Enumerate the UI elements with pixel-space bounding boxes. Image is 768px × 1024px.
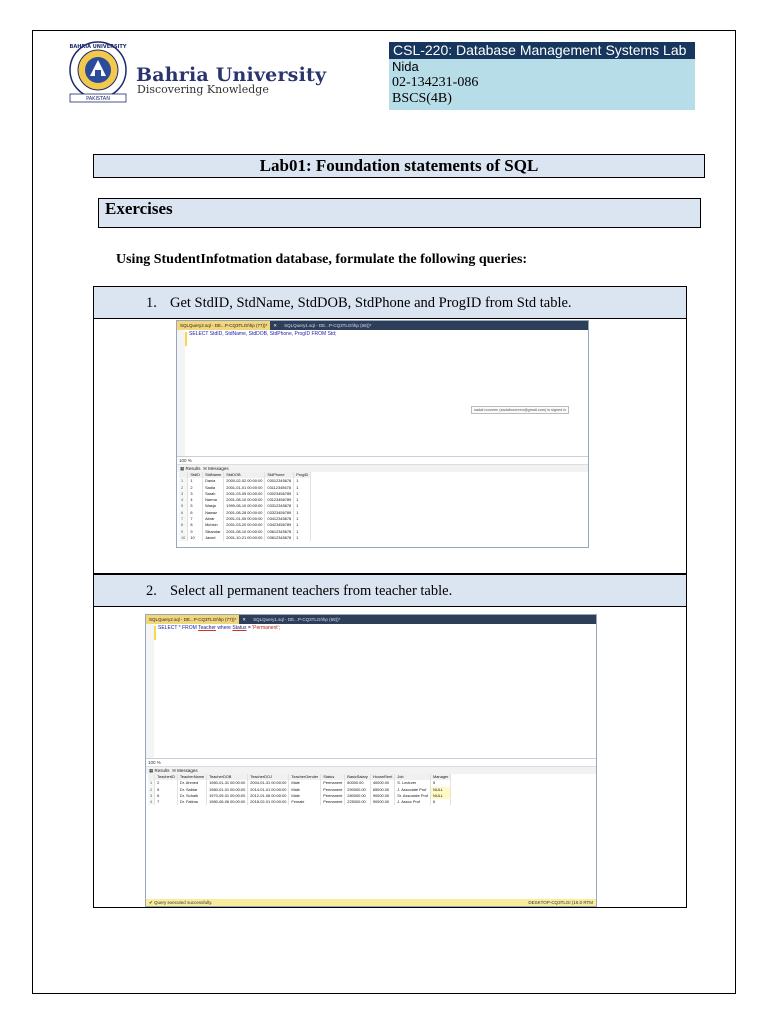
table-row[interactable] bbox=[148, 780, 451, 786]
grid-cell[interactable]: NULL bbox=[431, 787, 451, 793]
grid-column-header[interactable]: HouseRent bbox=[370, 774, 394, 780]
table-row[interactable] bbox=[179, 535, 311, 541]
question-2-heading bbox=[94, 575, 686, 607]
status-message: Query executed successfully. bbox=[154, 900, 213, 905]
svg-text:BAHRIA UNIVERSITY: BAHRIA UNIVERSITY bbox=[69, 44, 127, 50]
grid-cell[interactable]: 03412345678 bbox=[265, 516, 294, 522]
grid-cell[interactable]: Male bbox=[289, 787, 321, 793]
sql-text: SELECT StdID, StdName, StdDOB, StdPhone, ProgID FROM Std; bbox=[189, 331, 337, 337]
grid-cell[interactable]: 1 bbox=[294, 522, 311, 528]
grid-cell[interactable]: Dr. Ahmed bbox=[177, 780, 206, 786]
row-number[interactable]: 4 bbox=[148, 799, 155, 805]
grid-cell[interactable]: Dr. Fatima bbox=[177, 799, 206, 805]
enrollment-number: 02-134231-086 bbox=[392, 75, 479, 90]
grid-cell[interactable]: 1980-01-31 00:00:00 bbox=[207, 780, 248, 786]
grid-column-header[interactable]: Manager bbox=[431, 774, 451, 780]
grid-cell[interactable]: Permanent bbox=[321, 787, 345, 793]
grid-cell[interactable]: 03423456789 bbox=[265, 522, 294, 528]
row-number[interactable]: 1 bbox=[148, 780, 155, 786]
grid-cell[interactable]: Permanent bbox=[321, 780, 345, 786]
sql-where: where bbox=[217, 625, 231, 631]
sql-table: Teacher bbox=[198, 625, 216, 631]
grid-cell[interactable]: 03612345678 bbox=[265, 535, 294, 541]
grid-cell[interactable]: 6 bbox=[431, 799, 451, 805]
grid-cell[interactable]: 8 bbox=[188, 522, 203, 528]
grid-cell[interactable]: 290000.00 bbox=[345, 787, 371, 793]
question-1-heading bbox=[94, 287, 686, 319]
class-section: BSCS(4B) bbox=[392, 91, 452, 106]
results-grid-2[interactable] bbox=[148, 774, 451, 805]
grid-cell[interactable]: 03112345678 bbox=[265, 485, 294, 491]
grid-cell[interactable]: 2 bbox=[188, 485, 203, 491]
grid-cell[interactable]: 5 bbox=[155, 787, 178, 793]
grid-cell[interactable]: 1 bbox=[294, 516, 311, 522]
grid-cell[interactable]: Mohsin bbox=[203, 522, 224, 528]
sql-eq: = bbox=[247, 625, 251, 631]
editor-tabbar bbox=[177, 321, 588, 330]
grid-cell[interactable]: J. Assoc Prof bbox=[395, 799, 431, 805]
grid-column-header[interactable]: TeacherDOB bbox=[207, 774, 248, 780]
close-icon[interactable]: ✕ bbox=[242, 616, 247, 622]
row-number[interactable]: 1 bbox=[179, 478, 188, 484]
row-number[interactable]: 4 bbox=[179, 497, 188, 503]
grid-cell[interactable]: 280000.00 bbox=[345, 793, 371, 799]
row-number[interactable]: 8 bbox=[179, 522, 188, 528]
grid-cell[interactable]: Male bbox=[289, 793, 321, 799]
sql-value: 'Permanent' bbox=[252, 625, 279, 631]
ssms-screenshot-2 bbox=[145, 614, 597, 907]
status-bar bbox=[146, 899, 596, 906]
grid-cell[interactable]: 1 bbox=[294, 503, 311, 509]
grid-cell[interactable]: Female bbox=[289, 799, 321, 805]
row-number[interactable]: 10 bbox=[179, 535, 188, 541]
grid-cell[interactable]: Abrar bbox=[203, 516, 224, 522]
grid-cell[interactable]: 5 bbox=[188, 503, 203, 509]
results-tab[interactable]: Results bbox=[154, 768, 170, 773]
grid-cell[interactable]: 2018-02-01 00:00:00 bbox=[248, 799, 289, 805]
grid-cell[interactable]: 1 bbox=[294, 510, 311, 516]
table-row[interactable] bbox=[148, 799, 451, 805]
row-number[interactable]: 5 bbox=[179, 503, 188, 509]
grid-cell[interactable]: Dr. Sabtar bbox=[177, 787, 206, 793]
grid-cell[interactable]: 90000.00 bbox=[370, 799, 394, 805]
messages-icon: ✉ bbox=[172, 768, 176, 773]
grid-cell[interactable]: 5 bbox=[431, 780, 451, 786]
grid-column-header[interactable]: StdID bbox=[188, 472, 203, 478]
grid-cell[interactable]: 1 bbox=[294, 529, 311, 535]
grid-cell[interactable]: 03012345678 bbox=[265, 478, 294, 484]
grid-cell[interactable]: 1 bbox=[294, 485, 311, 491]
query-tab-active[interactable]: SQLQuery2.sql - DE...P-CQ3TLGI\hp (77))* bbox=[177, 321, 270, 330]
grid-icon: ▦ bbox=[180, 466, 185, 471]
university-name: Bahria University bbox=[136, 64, 327, 86]
sql-end: ; bbox=[278, 625, 280, 631]
sql-keyword: SELECT * FROM bbox=[158, 625, 197, 631]
row-number[interactable]: 2 bbox=[148, 787, 155, 793]
query-editor[interactable] bbox=[146, 624, 596, 759]
grid-cell[interactable]: 1 bbox=[294, 535, 311, 541]
grid-column-header[interactable]: StdName bbox=[203, 472, 224, 478]
results-tab[interactable]: Results bbox=[185, 466, 201, 471]
grid-cell[interactable]: 4 bbox=[188, 497, 203, 503]
question-2-number: 2. bbox=[146, 583, 157, 599]
grid-cell[interactable]: Dr. Sohaib bbox=[177, 793, 206, 799]
grid-cell[interactable]: Narma bbox=[203, 497, 224, 503]
grid-cell[interactable]: 2000-02-02 00:00:00 bbox=[224, 478, 265, 484]
grid-cell[interactable]: NULL bbox=[431, 793, 451, 799]
grid-cell[interactable]: 1970-09-01 00:00:00 bbox=[207, 793, 248, 799]
lab-title: Lab01: Foundation statements of SQL bbox=[93, 154, 705, 178]
grid-column-header[interactable]: StdDOB bbox=[224, 472, 265, 478]
grid-cell[interactable]: Nawaz bbox=[203, 510, 224, 516]
grid-cell[interactable]: Sarah bbox=[203, 491, 224, 497]
course-info-box bbox=[389, 42, 695, 110]
grid-cell[interactable]: 2001-08-10 00:00:00 bbox=[224, 529, 265, 535]
grid-cell[interactable]: 2001-03-20 00:00:00 bbox=[224, 522, 265, 528]
zoom-level[interactable]: 100 % bbox=[177, 457, 588, 465]
question-1-text: Get StdID, StdName, StdDOB, StdPhone and ProgID from Std table. bbox=[170, 295, 572, 311]
grid-cell[interactable]: 80000.00 bbox=[345, 780, 371, 786]
grid-cell[interactable]: 1 bbox=[188, 478, 203, 484]
grid-cell[interactable]: J. Associate Prof bbox=[395, 787, 431, 793]
row-number[interactable]: 7 bbox=[179, 516, 188, 522]
question-1-number: 1. bbox=[146, 295, 157, 311]
grid-cell[interactable]: 03123456789 bbox=[265, 497, 294, 503]
grid-cell[interactable]: Permanent bbox=[321, 793, 345, 799]
server-name: DESKTOP-CQ3TLGI (16.0 RTM bbox=[528, 900, 593, 905]
grid-cell[interactable]: 7 bbox=[155, 799, 178, 805]
grid-cell[interactable]: 40000.00 bbox=[370, 780, 394, 786]
results-tabs bbox=[177, 465, 588, 472]
grid-cell[interactable]: 03323456789 bbox=[265, 510, 294, 516]
grid-column-header[interactable]: BasicSalary bbox=[345, 774, 371, 780]
query-editor[interactable] bbox=[177, 330, 588, 457]
grid-cell[interactable]: 1999-08-10 00:00:00 bbox=[224, 503, 265, 509]
signed-in-hint: sadaf.nooreen (sadafnooreen@gmail.com) is signed in bbox=[471, 406, 569, 414]
grid-cell[interactable]: 6 bbox=[155, 793, 178, 799]
results-tabs bbox=[146, 767, 596, 774]
grid-cell[interactable]: 03612345678 bbox=[265, 529, 294, 535]
grid-icon: ▦ bbox=[149, 768, 154, 773]
row-number[interactable]: 9 bbox=[179, 529, 188, 535]
grid-cell[interactable]: 3 bbox=[188, 491, 203, 497]
close-icon[interactable]: ✕ bbox=[273, 322, 278, 328]
grid-cell[interactable]: 03023456789 bbox=[265, 491, 294, 497]
grid-cell[interactable]: 2014-01-01 00:00:00 bbox=[248, 787, 289, 793]
question-2-text: Select all permanent teachers from teacher table. bbox=[170, 583, 453, 599]
grid-cell[interactable]: 2004-01-31 00:00:00 bbox=[248, 780, 289, 786]
course-title: CSL-220: Database Management Systems Lab bbox=[389, 42, 695, 59]
grid-cell[interactable]: Dania bbox=[203, 478, 224, 484]
editor-tabbar bbox=[146, 615, 596, 624]
messages-tab[interactable]: Messages bbox=[177, 768, 198, 773]
grid-cell[interactable]: 2001-01-01 00:00:00 bbox=[224, 485, 265, 491]
grid-column-header[interactable]: TeacherID bbox=[155, 774, 178, 780]
query-tab-active[interactable]: SQLQuery2.sql - DE...P-CQ3TLGI\hp (77))* bbox=[146, 615, 239, 624]
grid-cell[interactable]: 7 bbox=[188, 516, 203, 522]
grid-cell[interactable]: 2001-03-05 00:00:00 bbox=[224, 491, 265, 497]
sql-text bbox=[158, 625, 280, 631]
grid-column-header[interactable]: TeacherDOJ bbox=[248, 774, 289, 780]
grid-cell[interactable]: 03312345678 bbox=[265, 503, 294, 509]
grid-column-header[interactable]: TeacherGender bbox=[289, 774, 321, 780]
row-number[interactable]: 2 bbox=[179, 485, 188, 491]
grid-cell[interactable]: 1980-01-01 00:00:00 bbox=[207, 787, 248, 793]
row-number[interactable]: 3 bbox=[179, 491, 188, 497]
grid-cell[interactable]: 2 bbox=[155, 780, 178, 786]
grid-cell[interactable]: S. Lecturer bbox=[395, 780, 431, 786]
query-tab-other[interactable]: SQLQuery1.sql - DE...P-CQ3TLGI\hp (68))* bbox=[253, 617, 341, 622]
grid-column-header[interactable]: Status bbox=[321, 774, 345, 780]
results-grid-1[interactable] bbox=[179, 472, 311, 541]
zoom-level[interactable]: 100 % bbox=[146, 759, 596, 767]
university-tagline: Discovering Knowledge bbox=[137, 83, 269, 96]
grid-cell[interactable]: Permanent bbox=[321, 799, 345, 805]
grid-cell[interactable]: 2001-01-05 00:00:00 bbox=[224, 516, 265, 522]
table-row[interactable] bbox=[148, 787, 451, 793]
messages-tab[interactable]: Messages bbox=[208, 466, 229, 471]
grid-cell[interactable]: 1 bbox=[294, 478, 311, 484]
university-logo bbox=[64, 40, 132, 106]
grid-cell[interactable]: 10 bbox=[188, 535, 203, 541]
grid-column-header[interactable]: TeacherName bbox=[177, 774, 206, 780]
exercises-heading: Exercises bbox=[98, 198, 701, 228]
ssms-screenshot-1 bbox=[176, 320, 589, 548]
grid-cell[interactable]: 1 bbox=[294, 497, 311, 503]
grid-cell[interactable]: 1980-06-06 00:00:00 bbox=[207, 799, 248, 805]
grid-cell[interactable]: 65000.00 bbox=[370, 787, 394, 793]
check-icon: ✔ bbox=[149, 900, 153, 905]
grid-cell[interactable]: Sr. Associate Prof bbox=[395, 793, 431, 799]
query-tab-other[interactable]: SQLQuery1.sql - DE...P-CQ3TLGI\hp (68))* bbox=[284, 323, 372, 328]
grid-column-header[interactable]: ProgID bbox=[294, 472, 311, 478]
grid-cell[interactable]: Sikandar bbox=[203, 529, 224, 535]
grid-cell[interactable]: 90000.00 bbox=[370, 793, 394, 799]
grid-column-header[interactable]: Job bbox=[395, 774, 431, 780]
svg-text:PAKISTAN: PAKISTAN bbox=[86, 96, 110, 102]
grid-cell[interactable]: 6 bbox=[188, 510, 203, 516]
sql-column: Status bbox=[232, 625, 247, 631]
grid-cell[interactable]: Wasja bbox=[203, 503, 224, 509]
instruction-text: Using StudentInfotmation database, formulate the following queries: bbox=[116, 252, 528, 267]
messages-icon: ✉ bbox=[203, 466, 207, 471]
grid-cell[interactable]: 2001-10-21 00:00:00 bbox=[224, 535, 265, 541]
grid-cell[interactable]: Javed bbox=[203, 535, 224, 541]
grid-cell[interactable]: 2001-08-10 00:00:00 bbox=[224, 497, 265, 503]
grid-cell[interactable]: 1 bbox=[294, 491, 311, 497]
row-number[interactable]: 6 bbox=[179, 510, 188, 516]
row-number[interactable]: 3 bbox=[148, 793, 155, 799]
grid-cell[interactable]: 2001-08-28 00:00:00 bbox=[224, 510, 265, 516]
student-name: Nida bbox=[392, 59, 419, 74]
grid-cell[interactable]: 9 bbox=[188, 529, 203, 535]
grid-cell[interactable]: Male bbox=[289, 780, 321, 786]
grid-column-header[interactable]: StdPhone bbox=[265, 472, 294, 478]
grid-cell[interactable]: 2012-01-08 00:00:00 bbox=[248, 793, 289, 799]
grid-cell[interactable]: Sadia bbox=[203, 485, 224, 491]
grid-cell[interactable]: 225000.00 bbox=[345, 799, 371, 805]
